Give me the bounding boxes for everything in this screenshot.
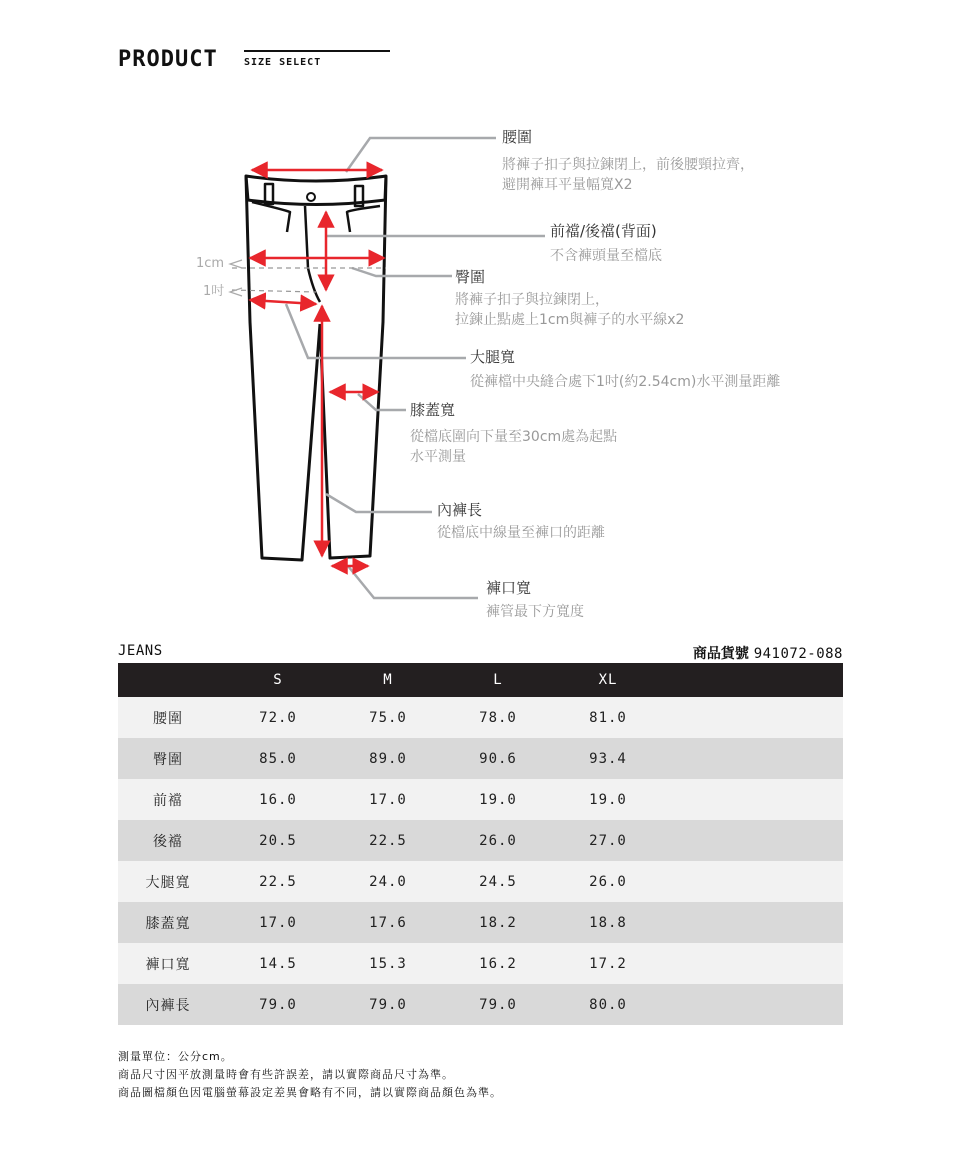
row-label: 褲口寬 <box>145 956 191 973</box>
cell-m: 79.0 <box>369 996 407 1013</box>
label-hip-desc-2: 拉鍊止點處上1cm與褲子的水平線x2 <box>455 312 685 328</box>
cell-xl: 26.0 <box>589 873 627 890</box>
label-thigh-desc-1: 從褲檔中央縫合處下1吋(約2.54cm)水平測量距離 <box>470 374 781 390</box>
note-unit: 測量單位：公分cm。 <box>118 1050 233 1063</box>
table-caption <box>118 643 843 661</box>
label-waist-desc-1: 將褲子扣子與拉鍊閉上，前後腰頸拉齊， <box>502 157 754 173</box>
cell-l: 18.2 <box>479 914 517 931</box>
table-row <box>118 902 843 943</box>
right-leg-outline <box>320 176 386 558</box>
header-cell-xl: XL <box>598 672 618 688</box>
cell-s: 79.0 <box>259 996 297 1013</box>
left-leg-outline <box>246 176 320 560</box>
product-code-label: 商品貨號 <box>692 646 749 662</box>
row-label: 膝蓋寬 <box>145 915 191 932</box>
cell-s: 85.0 <box>259 750 297 767</box>
table-row <box>118 943 843 984</box>
label-thigh-title: 大腿寬 <box>470 348 516 366</box>
note-tolerance: 商品尺寸因平放測量時會有些許誤差，請以實際商品尺寸為準。 <box>118 1068 454 1081</box>
cell-m: 75.0 <box>369 709 407 726</box>
cell-m: 17.0 <box>369 791 407 808</box>
leader-inseam <box>326 494 432 512</box>
cell-xl: 18.8 <box>589 914 627 931</box>
label-hem-title: 褲口寬 <box>486 579 532 597</box>
cell-l: 79.0 <box>479 996 517 1013</box>
label-knee-desc-1: 從檔底圍向下量至30cm處為起點 <box>410 429 618 445</box>
cell-l: 78.0 <box>479 709 517 726</box>
measurement-notes <box>118 1048 843 1102</box>
cell-m: 89.0 <box>369 750 407 767</box>
header-cell-m: M <box>383 672 393 688</box>
leader-hip <box>352 268 452 276</box>
cell-xl: 19.0 <box>589 791 627 808</box>
cell-l: 16.2 <box>479 955 517 972</box>
jeans-outline <box>246 176 386 560</box>
table-row <box>118 738 843 779</box>
cell-m: 15.3 <box>369 955 407 972</box>
cell-s: 22.5 <box>259 873 297 890</box>
guide-1inch <box>232 290 316 292</box>
cell-s: 72.0 <box>259 709 297 726</box>
label-inseam-desc-1: 從檔底中線量至褲口的距離 <box>437 525 605 541</box>
tick-1inch: 1吋 <box>203 284 225 299</box>
row-label: 腰圍 <box>153 710 183 727</box>
left-pocket-curve <box>252 202 290 232</box>
brand-subtitle: SIZE SELECT <box>244 57 322 68</box>
product-code <box>693 643 843 663</box>
label-hem-desc-1: 褲管最下方寬度 <box>486 604 584 620</box>
table-body <box>118 697 843 1025</box>
label-rise-desc-1: 不含褲頭量至檔底 <box>550 248 662 264</box>
cell-s: 17.0 <box>259 914 297 931</box>
cell-xl: 17.2 <box>589 955 627 972</box>
header-cell-l: L <box>493 672 503 688</box>
label-waist-desc-2: 避開褲耳平量幅寬X2 <box>502 177 633 193</box>
cell-xl: 27.0 <box>589 832 627 849</box>
button-icon <box>307 193 315 201</box>
cell-xl: 81.0 <box>589 709 627 726</box>
cell-l: 90.6 <box>479 750 517 767</box>
fly-stitch <box>305 206 320 302</box>
header-cell-s: S <box>273 672 283 688</box>
cell-m: 24.0 <box>369 873 407 890</box>
leader-thigh <box>286 304 466 358</box>
row-label: 臀圍 <box>153 751 183 768</box>
note-color: 商品圖檔顏色因電腦螢幕設定差異會略有不同，請以實際商品顏色為準。 <box>118 1086 502 1099</box>
tick-pointers <box>230 260 242 296</box>
table-row <box>118 861 843 902</box>
product-code-value: 941072-088 <box>753 646 843 662</box>
table-row <box>118 779 843 820</box>
label-knee-desc-2: 水平測量 <box>410 449 466 465</box>
row-label: 後襠 <box>153 833 183 850</box>
size-table <box>118 663 843 1025</box>
cell-l: 19.0 <box>479 791 517 808</box>
label-waist-title: 腰圍 <box>502 128 533 146</box>
leader-waist <box>346 138 496 172</box>
label-inseam-title: 內褲長 <box>437 501 483 519</box>
label-hip-desc-1: 將褲子扣子與拉鍊閉上， <box>455 292 609 308</box>
cell-s: 14.5 <box>259 955 297 972</box>
cell-s: 16.0 <box>259 791 297 808</box>
cell-m: 17.6 <box>369 914 407 931</box>
label-rise-title: 前襠/後襠(背面) <box>550 222 657 240</box>
product-line-name: JEANS <box>118 643 163 659</box>
row-label: 大腿寬 <box>145 874 191 891</box>
tick-1cm: 1cm <box>196 256 225 271</box>
cell-m: 22.5 <box>369 832 407 849</box>
leader-hem <box>348 566 478 598</box>
label-knee-title: 膝蓋寬 <box>410 401 456 419</box>
header-cell-blank <box>118 663 218 697</box>
waistband-outline <box>246 176 386 205</box>
right-pocket-curve <box>347 206 380 232</box>
table-row <box>118 984 843 1025</box>
table-row <box>118 820 843 861</box>
row-label: 內褲長 <box>145 997 191 1014</box>
cell-xl: 93.4 <box>589 750 627 767</box>
cell-s: 20.5 <box>259 832 297 849</box>
arrow-thigh <box>250 300 316 304</box>
leader-knee <box>358 394 406 410</box>
cell-l: 26.0 <box>479 832 517 849</box>
table-header-row <box>118 663 843 697</box>
label-hip-title: 臀圍 <box>455 268 486 286</box>
table-row <box>118 697 843 738</box>
brand-title: PRODUCT <box>118 47 218 72</box>
cell-xl: 80.0 <box>589 996 627 1013</box>
cell-l: 24.5 <box>479 873 517 890</box>
row-label: 前襠 <box>153 792 183 809</box>
